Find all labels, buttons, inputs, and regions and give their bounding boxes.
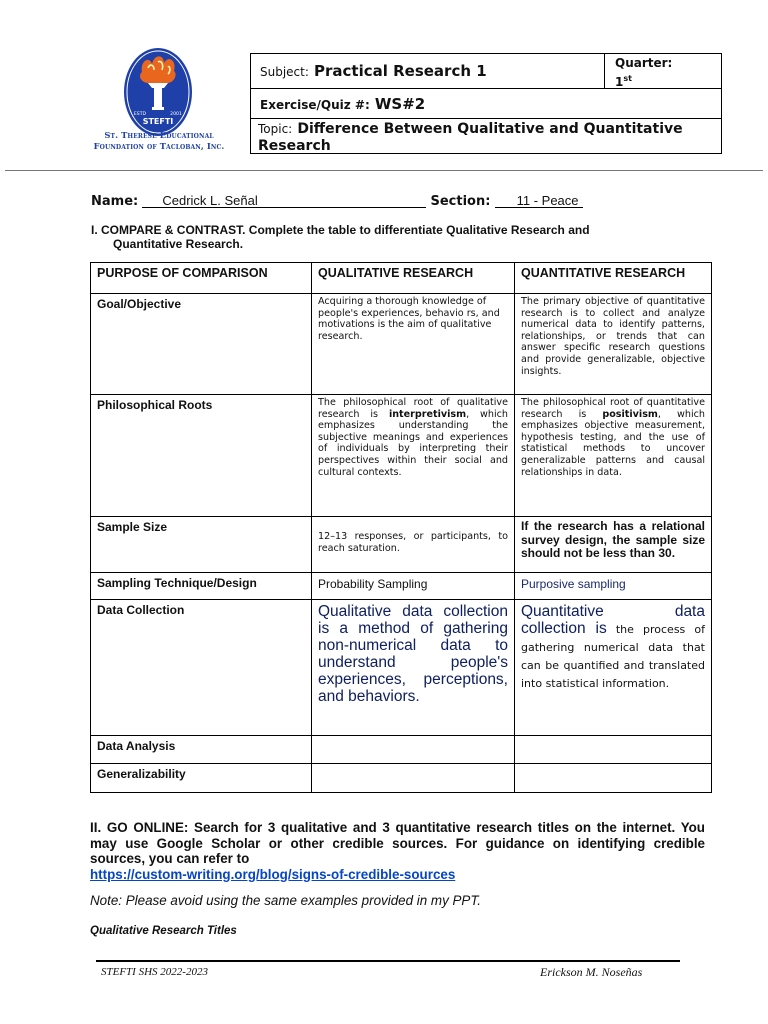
credible-sources-link[interactable]: https://custom-writing.org/blog/signs-of-credible-sources (90, 866, 456, 882)
exercise-label: Exercise/Quiz #: (260, 98, 370, 112)
cell-quant-generalizability[interactable] (515, 764, 712, 793)
cell-quant-data-collection[interactable] (515, 600, 712, 736)
comparison-table (90, 262, 712, 793)
part1-heading-cont: Quantitative Research. (113, 237, 244, 251)
section-label: Section: (430, 194, 491, 209)
topic-label: Topic: (258, 122, 293, 136)
header-qualitative: QUALITATIVE RESEARCH (312, 263, 515, 294)
quarter-cell (605, 54, 722, 89)
student-info-line (91, 193, 583, 209)
row-label-roots: Philosophical Roots (91, 395, 312, 517)
table-header-row (91, 263, 712, 294)
table-row-sampling (91, 573, 712, 600)
logo-years-left: ESTD (133, 112, 147, 117)
table-row-roots (91, 395, 712, 517)
row-label-goal: Goal/Objective (91, 294, 312, 395)
quant-collection-rest: the process of gathering numerical data that can be quantified and translated into statistical information. (521, 623, 705, 690)
institution-line-1: St. Therese Educational (104, 130, 214, 140)
part2-text: II. GO ONLINE: Search for 3 qualitative and 3 quantitative research titles on the internet. You may use Google Scholar or other credible sources. For guidance on identifying credible sources, you can refer to (90, 820, 705, 867)
row-label-data-analysis: Data Analysis (91, 736, 312, 764)
subject-cell (251, 54, 605, 89)
qual-roots-term: interpretivism (388, 408, 467, 420)
quant-roots-text-a: The philosophical root of quantitative research is (521, 397, 705, 420)
section-field[interactable]: 11 - Peace (495, 193, 583, 208)
header-purpose: PURPOSE OF COMPARISON (91, 263, 312, 294)
topic-value: Difference Between Qualitative and Quantitative Research (258, 121, 683, 154)
cell-qual-data-analysis[interactable] (312, 736, 515, 764)
part2-note: Note: Please avoid using the same examples provided in my PPT. (90, 893, 482, 908)
subject-label: Subject: (260, 65, 309, 79)
name-label: Name: (91, 194, 139, 209)
qual-roots-text-b: , which emphasizes understanding the subjective meanings and experiences of individuals by interpreting their perspectives within their social and cultural contexts. (318, 408, 508, 478)
quarter-value: 1 (615, 75, 624, 89)
quarter-suffix: st (623, 74, 632, 83)
cell-quant-data-analysis[interactable] (515, 736, 712, 764)
qual-roots-text-a: The philosophical root of qualitative research is (318, 397, 508, 420)
cell-qual-generalizability[interactable] (312, 764, 515, 793)
quant-collection-lead: Quantitative data collection is (521, 603, 705, 637)
cell-qual-goal[interactable]: Acquiring a thorough knowledge of people's experiences, behavio rs, and motivations is the aim of qualitative research. (312, 294, 515, 395)
cell-qual-sampling[interactable]: Probability Sampling (312, 573, 515, 600)
table-row-data-analysis (91, 736, 712, 764)
subject-value: Practical Research 1 (314, 62, 487, 80)
topic-cell (251, 119, 722, 154)
footer-teacher: Erickson M. Noseñas (540, 965, 643, 979)
table-row-data-collection (91, 600, 712, 736)
name-field[interactable]: Cedrick L. Señal (142, 193, 426, 208)
row-label-sampling: Sampling Technique/Design (91, 573, 312, 600)
exercise-value: WS#2 (374, 95, 426, 113)
logo-years-right: 2001 (170, 112, 182, 117)
logo-name: STEFTI (142, 117, 174, 126)
table-row-goal (91, 294, 712, 395)
cell-quant-sampling[interactable]: Purposive sampling (515, 573, 712, 600)
exercise-cell (251, 89, 722, 119)
header-box (250, 53, 722, 154)
cell-quant-roots[interactable] (515, 395, 712, 517)
header-quantitative: QUANTITATIVE RESEARCH (515, 263, 712, 294)
cell-qual-data-collection[interactable]: Qualitative data collection is a method of gathering non-numerical data to understand people's experiences, perceptions, and behaviors. (312, 600, 515, 736)
qualitative-titles-heading: Qualitative Research Titles (90, 925, 237, 937)
part1-instructions (91, 223, 691, 251)
cell-quant-sample-size[interactable]: If the research has a relational survey design, the sample size should not be less than 30. (515, 517, 712, 573)
cell-qual-roots[interactable] (312, 395, 515, 517)
footer-school-year: STEFTI SHS 2022-2023 (101, 966, 208, 978)
quarter-label: Quarter: (615, 56, 673, 70)
row-label-data-collection: Data Collection (91, 600, 312, 736)
institution-line-2: Foundation of Tacloban, Inc. (93, 141, 225, 151)
cell-qual-sample-size[interactable]: 12–13 responses, or participants, to reach saturation. (312, 517, 515, 573)
quant-roots-term: positivism (602, 408, 658, 420)
quant-roots-text-b: , which emphasizes objective measurement, hypothesis testing, and the use of statistical methods to uncover generalizable patterns and causal relationships in data. (521, 408, 705, 478)
row-label-sample-size: Sample Size (91, 517, 312, 573)
row-label-generalizability: Generalizability (91, 764, 312, 793)
table-row-generalizability (91, 764, 712, 793)
part1-heading: I. COMPARE & CONTRAST. Complete the table to differentiate Qualitative Research and (91, 223, 590, 237)
institution-name (76, 130, 242, 152)
table-row-sample-size (91, 517, 712, 573)
header-divider (5, 170, 763, 171)
part2-instructions (90, 820, 705, 882)
cell-quant-goal[interactable]: The primary objective of quantitative research is to collect and analyze numerical data to identify patterns, relationships, or trends that can answer specific research questions and provide generalizable, objective insights. (515, 294, 712, 395)
footer-divider (96, 960, 680, 962)
